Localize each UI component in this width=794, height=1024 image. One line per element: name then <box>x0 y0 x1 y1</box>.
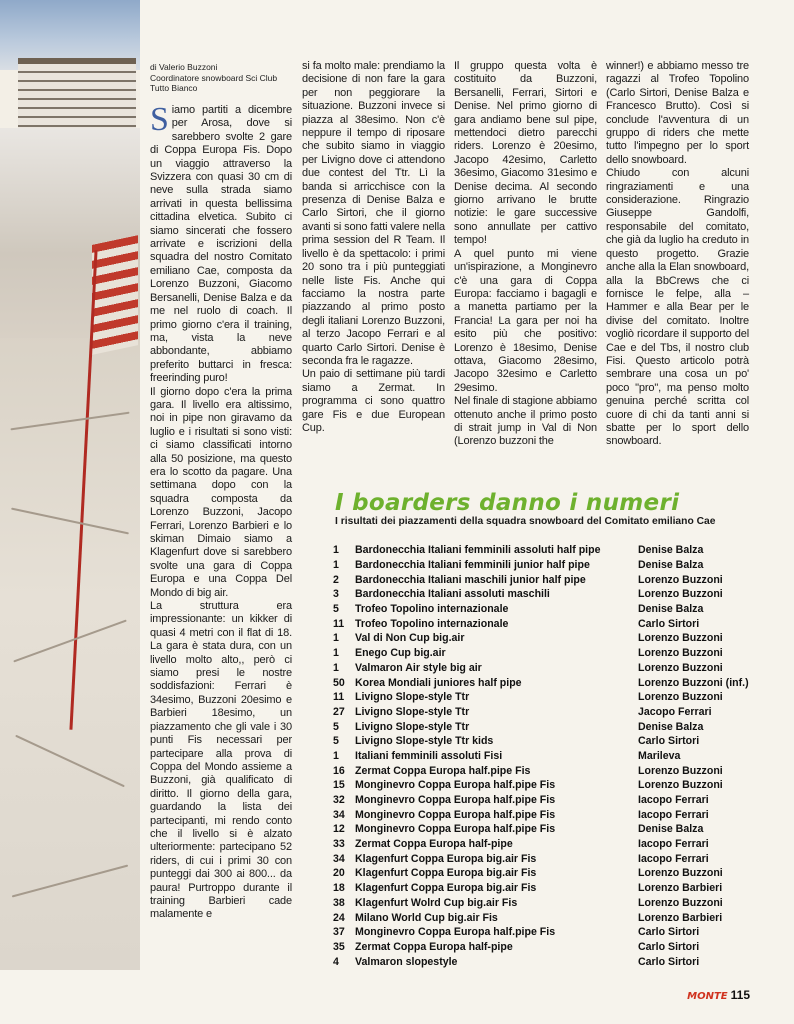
event-cell: Enego Cup big.air <box>355 647 446 660</box>
table-row <box>333 543 753 558</box>
ski-track <box>12 865 128 898</box>
event-cell: Monginevro Coppa Europa half.pipe Fis <box>355 823 556 836</box>
athlete-cell: Lorenzo Buzzoni (inf.) <box>638 676 749 689</box>
position-cell: 5 <box>333 603 339 616</box>
position-cell: 1 <box>333 632 339 645</box>
table-row <box>333 646 753 661</box>
position-cell: 38 <box>333 896 345 909</box>
article-column-1 <box>150 101 292 922</box>
position-cell: 3 <box>333 588 339 601</box>
athlete-cell: Denise Balza <box>638 559 704 572</box>
event-cell: Livigno Slope-style Ttr <box>355 691 470 704</box>
athlete-cell: Iacopo Ferrari <box>638 838 709 851</box>
table-row <box>333 705 753 720</box>
event-cell: Klagenfurt Coppa Europa big.air Fis <box>355 867 537 880</box>
position-cell: 34 <box>333 808 345 821</box>
table-row <box>333 851 753 866</box>
table-row <box>333 572 753 587</box>
athlete-cell: Iacopo Ferrari <box>638 808 709 821</box>
athlete-cell: Lorenzo Barbieri <box>638 882 723 895</box>
paragraph: winner!) e abbiamo messo tre ragazzi al Trofeo Topolino (Carlo Sirtori, Denise Balza e Francesco Brutto). Così si conclude l'avventura di un gruppo di riders che mette tutto l'impegno per lo sport dello snowboard. <box>606 60 749 166</box>
table-row <box>333 940 753 955</box>
event-cell: Monginevro Coppa Europa half.pipe Fis <box>355 926 556 939</box>
athlete-cell: Denise Balza <box>638 603 704 616</box>
event-cell: Italiani femminili assoluti Fisi <box>355 749 503 762</box>
ski-track <box>15 735 125 788</box>
ski-track <box>10 412 129 431</box>
paragraph: La struttura era impressionante: un kikker di quasi 4 metri con il flat di 18. La gara è stata dura, con un livello molto alto,, però ci siamo presi le nostre soddisfazioni: Ferrari è 34esimo, Buzzoni 20esimo e Barbieri 18esimo, un piazzamento che gli vale i 30 punti Fis necessari per partecipare alla prova di Coppa del Mondo assieme a Buzzoni, già qualificato di diritto. Il giorno della gara, guardando la lista dei partecipanti, mi rendo conto che il livello si è alzato ulteriormente: partecipano 52 riders, di cui i primi 30 con punteggi dai 300 ai 800... da paura! Purtroppo durante il training Barbieri cade malamente e <box>150 600 292 921</box>
page-number: 115 <box>730 988 750 1002</box>
author-name: di Valerio Buzzoni <box>150 62 218 72</box>
athlete-cell: Lorenzo Buzzoni <box>638 691 723 704</box>
table-row <box>333 954 753 969</box>
table-row <box>333 837 753 852</box>
position-cell: 2 <box>333 573 339 586</box>
position-cell: 35 <box>333 940 345 953</box>
athlete-cell: Carlo Sirtori <box>638 955 700 968</box>
table-row <box>333 661 753 676</box>
event-cell: Livigno Slope-style Ttr kids <box>355 735 494 748</box>
article-column-4 <box>606 60 749 449</box>
athlete-cell: Lorenzo Buzzoni <box>638 632 723 645</box>
paragraph: Nel finale di stagione abbiamo ottenuto anche il primo posto di strait jump in Val di Non (Lorenzo buzzoni the <box>454 395 597 448</box>
event-cell: Livigno Slope-style Ttr <box>355 720 470 733</box>
event-cell: Zermat Coppa Europa half-pipe <box>355 940 513 953</box>
athlete-cell: Lorenzo Buzzoni <box>638 661 723 674</box>
paragraph: Il giorno dopo c'era la prima gara. Il livello era altissimo, noi in pipe non giravamo da luglio e i risultati si sono visti: ci siamo classificati intorno alla 50 posizione, ma questo era lo scotto da pagare. Una settimana dopo con la squadra composta da Lorenzo Buzzoni, Jacopo Ferrari, Lorenzo Barbieri e lo skiman Dimaio siamo a Klagenfurt dove si sarebbero svolte una gara di Coppa Europa e una Coppa Del Mondo di big air. <box>150 385 292 599</box>
table-row <box>333 778 753 793</box>
athlete-cell: Denise Balza <box>638 720 704 733</box>
athlete-cell: Denise Balza <box>638 544 704 557</box>
table-row <box>333 690 753 705</box>
position-cell: 1 <box>333 749 339 762</box>
event-cell: Milano World Cup big.air Fis <box>355 911 498 924</box>
event-cell: Zermat Coppa Europa half.pipe Fis <box>355 764 531 777</box>
paragraph: Il gruppo questa volta è costituito da Buzzoni, Bersanelli, Ferrari, Sirtori e Denise. Nel primo giorno di gara andiamo bene sul pipe, mettendoci dietro parecchi riders. Lorenzo è 20esimo, Jacopo 42esimo, Carletto 36esimo, Giacomo 31esimo e Denise decima. Al secondo giorno arrivano le brutte notizie: le gare successive sono annullate per cattivo tempo! <box>454 60 597 247</box>
athlete-cell: Lorenzo Buzzoni <box>638 896 723 909</box>
paragraph: si fa molto male: prendiamo la decisione di non fare la gara per non peggiorare la situazione. Buzzoni invece si piazza al 38esimo. Non c'è neppure il tempo di riposare che subito siamo in viaggio per Livigno dove ci attendono due contest del Ttr. Lì la banda si arricchisce con la presenza di Denise Balza e Carlo Sirtori, che il giorno avanti si sono fatti valere nella prima session del R Team. Il livello è da spettacolo: i primi 20 sono tra i più punteggiati nelle liste Fis. Anche qui facciamo la nostra parte piazzando al primo posto degli italiani Lorenzo Buzzoni, al terzo Jacopo Ferrari e al quarto Carlo Sirtori. Denise è seconda fra le ragazze. <box>302 60 445 367</box>
table-row <box>333 749 753 764</box>
paragraph: Siamo partiti a dicembre per Arosa, dove si sarebbero svolte 2 gare di Coppa Europa Fis. Dopo un viaggio attraverso la Svizzera con quasi 30 cm di neve sulla strada siamo arrivati in questa bellissima cittadina elvetica. Subito ci siamo sincerati che fossero arrivate e iscrizioni della squadra del nostro Comitato emiliano Cae, composta da Lorenzo Buzzoni, Giacomo Bersanelli, Denise Balza e da me nel ruolo di coach. Il primo giorno c'era il training, ma, vista la neve abbondante, abbiamo preferito buttarci in fresca: freerinding puro! <box>150 101 292 385</box>
race-banner <box>92 235 138 355</box>
ski-slope-photo <box>0 0 140 970</box>
table-row <box>333 822 753 837</box>
table-row <box>333 793 753 808</box>
article-column-2 <box>302 60 445 435</box>
event-cell: Monginevro Coppa Europa half.pipe Fis <box>355 794 556 807</box>
athlete-cell: Lorenzo Buzzoni <box>638 647 723 660</box>
event-cell: Livigno Slope-style Ttr <box>355 705 470 718</box>
position-cell: 32 <box>333 794 345 807</box>
event-cell: Klagenfurt Coppa Europa big.air Fis <box>355 852 537 865</box>
position-cell: 20 <box>333 867 345 880</box>
position-cell: 27 <box>333 705 345 718</box>
athlete-cell: Lorenzo Barbieri <box>638 911 723 924</box>
table-row <box>333 925 753 940</box>
paragraph: Un paio di settimane più tardi siamo a Zermat. In programma ci sono quattro gare Fis e due European Cup. <box>302 368 445 434</box>
event-cell: Bardonecchia Italiani femminili assoluti half pipe <box>355 544 601 557</box>
event-cell: Valmaron slopestyle <box>355 955 458 968</box>
event-cell: Korea Mondiali juniores half pipe <box>355 676 522 689</box>
position-cell: 33 <box>333 838 345 851</box>
drop-cap: S <box>150 101 169 138</box>
ski-track <box>13 620 126 663</box>
position-cell: 50 <box>333 676 345 689</box>
page-footer <box>687 988 750 1002</box>
event-cell: Monginevro Coppa Europa half.pipe Fis <box>355 808 556 821</box>
event-cell: Klagenfurt Wolrd Cup big.air Fis <box>355 896 518 909</box>
athlete-cell: Lorenzo Buzzoni <box>638 764 723 777</box>
event-cell: Klagenfurt Coppa Europa big.air Fis <box>355 882 537 895</box>
table-row <box>333 602 753 617</box>
table-row <box>333 616 753 631</box>
position-cell: 12 <box>333 823 345 836</box>
paragraph: A quel punto mi viene un'ispirazione, a Monginevro c'è una gara di Coppa Europa: facciamo i bagagli e a manetta partiamo per la Francia! La gara per noi ha esito più che positivo: Lorenzo è 18esimo, Denise ottava, Giacomo 28esimo, Jacopo 32esimo e Carletto 29esimo. <box>454 247 597 394</box>
table-row <box>333 866 753 881</box>
table-row <box>333 881 753 896</box>
athlete-cell: Lorenzo Buzzoni <box>638 779 723 792</box>
event-cell: Valmaron Air style big air <box>355 661 482 674</box>
position-cell: 11 <box>333 617 345 630</box>
table-row <box>333 910 753 925</box>
event-cell: Trofeo Topolino internazionale <box>355 603 509 616</box>
table-row <box>333 631 753 646</box>
position-cell: 18 <box>333 882 345 895</box>
author-role: Coordinatore snowboard Sci Club Tutto Bianco <box>150 72 278 93</box>
event-cell: Trofeo Topolino internazionale <box>355 617 509 630</box>
position-cell: 11 <box>333 691 345 704</box>
byline <box>150 62 295 94</box>
table-row <box>333 558 753 573</box>
table-row <box>333 734 753 749</box>
athlete-cell: Jacopo Ferrari <box>638 705 712 718</box>
position-cell: 15 <box>333 779 345 792</box>
paragraph: Chiudo con alcuni ringraziamenti e una considerazione. Ringrazio Giuseppe Gandolfi, responsabile del comitato, che già da luglio ha creduto in questo progetto. Grazie anche alla la Elan snowboard, alla la BbCrews che ci fornisce le felpe, alla –Hammer e alla Bear per le divise del comitato. Inoltre vogliò ricordare il supporto del Cae e del Tbs, il nostro club Fisi. Questo articolo potrà sembrare una cosa un po' poco "pro", ma penso molto genuina perché scritta col cuore di chi da tanti anni si sbatte per lo sport dello snowboard. <box>606 167 749 448</box>
page-margin <box>0 970 140 1024</box>
event-cell: Monginevro Coppa Europa half.pipe Fis <box>355 779 556 792</box>
position-cell: 24 <box>333 911 345 924</box>
position-cell: 5 <box>333 735 339 748</box>
position-cell: 1 <box>333 661 339 674</box>
table-row <box>333 807 753 822</box>
position-cell: 1 <box>333 544 339 557</box>
athlete-cell: Denise Balza <box>638 823 704 836</box>
athlete-cell: Carlo Sirtori <box>638 617 700 630</box>
table-row <box>333 675 753 690</box>
results-table <box>333 543 753 969</box>
position-cell: 4 <box>333 955 339 968</box>
event-cell: Bardonecchia Italiani maschili junior half pipe <box>355 573 586 586</box>
table-row <box>333 896 753 911</box>
athlete-cell: Iacopo Ferrari <box>638 852 709 865</box>
ski-track <box>11 508 129 535</box>
position-cell: 5 <box>333 720 339 733</box>
table-row <box>333 763 753 778</box>
event-cell: Zermat Coppa Europa half-pipe <box>355 838 513 851</box>
table-row <box>333 719 753 734</box>
athlete-cell: Carlo Sirtori <box>638 926 700 939</box>
position-cell: 1 <box>333 647 339 660</box>
position-cell: 37 <box>333 926 345 939</box>
hotel-building <box>18 58 136 134</box>
athlete-cell: Lorenzo Buzzoni <box>638 588 723 601</box>
event-cell: Val di Non Cup big.air <box>355 632 465 645</box>
position-cell: 16 <box>333 764 345 777</box>
athlete-cell: Marileva <box>638 749 681 762</box>
athlete-cell: Lorenzo Buzzoni <box>638 573 723 586</box>
table-row <box>333 587 753 602</box>
event-cell: Bardonecchia Italiani femminili junior half pipe <box>355 559 590 572</box>
position-cell: 1 <box>333 559 339 572</box>
athlete-cell: Lorenzo Buzzoni <box>638 867 723 880</box>
article-column-3 <box>454 60 597 449</box>
results-subtitle: I risultati dei piazzamenti della squadra snowboard del Comitato emiliano Cae <box>335 516 716 527</box>
athlete-cell: Iacopo Ferrari <box>638 794 709 807</box>
athlete-cell: Carlo Sirtori <box>638 940 700 953</box>
athlete-cell: Carlo Sirtori <box>638 735 700 748</box>
position-cell: 34 <box>333 852 345 865</box>
results-headline: I boarders danno i numeri <box>335 490 680 516</box>
event-cell: Bardonecchia Italiani assoluti maschili <box>355 588 550 601</box>
magazine-logo: MONTE <box>687 991 728 1002</box>
